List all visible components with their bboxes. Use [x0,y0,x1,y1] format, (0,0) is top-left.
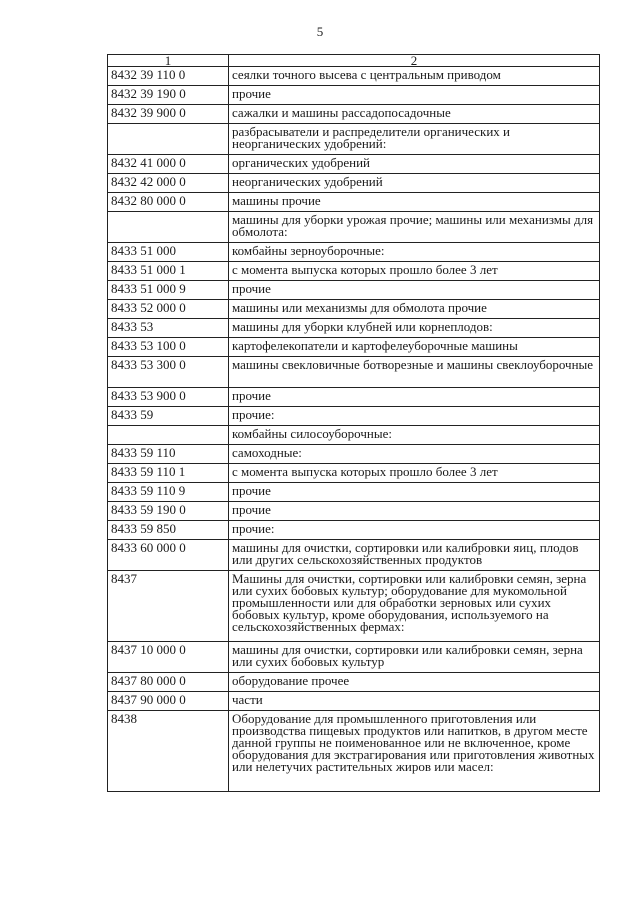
table-row [108,426,600,445]
column-header-description: 2 [229,55,600,67]
description-cell: машины для уборки урожая прочие; машины или механизмы для обмолота: [229,212,600,243]
table-row [108,86,600,105]
code-cell: 8433 59 110 1 [108,464,229,483]
table-row [108,483,600,502]
description-cell: неорганических удобрений [229,174,600,193]
table-row [108,319,600,338]
table-row [108,502,600,521]
code-cell [108,212,229,243]
table-row [108,540,600,571]
table-row [108,174,600,193]
description-cell: прочие [229,502,600,521]
table-row [108,243,600,262]
table-row [108,407,600,426]
code-cell: 8433 51 000 1 [108,262,229,281]
code-cell: 8433 60 000 0 [108,540,229,571]
table-row [108,338,600,357]
description-cell: сажалки и машины рассадопосадочные [229,105,600,124]
column-header-code: 1 [108,55,229,67]
description-cell: прочие [229,388,600,407]
code-cell: 8433 53 100 0 [108,338,229,357]
table-row [108,357,600,388]
code-cell: 8433 59 [108,407,229,426]
description-cell: машины для очистки, сортировки или калибровки семян, зерна или сухих бобовых культур [229,642,600,673]
code-cell: 8433 59 850 [108,521,229,540]
code-cell: 8437 10 000 0 [108,642,229,673]
description-cell: машины свекловичные ботворезные и машины свеклоуборочные [229,357,600,388]
table-row [108,155,600,174]
table-row [108,212,600,243]
description-cell: Машины для очистки, сортировки или калибровки семян, зерна или сухих бобовых культур; оборудование для мукомольной промышленности или для обработки зерновых или сухих бобовых культур, кроме оборудования, используемого на сельскохозяйственных фермах: [229,571,600,642]
description-cell: органических удобрений [229,155,600,174]
code-cell: 8437 90 000 0 [108,692,229,711]
code-cell: 8433 59 110 [108,445,229,464]
code-cell: 8433 51 000 [108,243,229,262]
table-row [108,673,600,692]
code-cell: 8433 51 000 9 [108,281,229,300]
table-row [108,300,600,319]
code-cell: 8432 39 900 0 [108,105,229,124]
description-cell: с момента выпуска которых прошло более 3 лет [229,464,600,483]
description-cell: части [229,692,600,711]
page-number: 5 [316,24,324,39]
code-cell: 8433 53 [108,319,229,338]
table-header-row [108,55,600,67]
code-cell: 8437 80 000 0 [108,673,229,692]
description-cell: машины прочие [229,193,600,212]
table-row [108,692,600,711]
description-cell: машины для уборки клубней или корнеплодов: [229,319,600,338]
code-cell: 8433 59 110 9 [108,483,229,502]
description-cell: оборудование прочее [229,673,600,692]
code-cell: 8437 [108,571,229,642]
table-row [108,388,600,407]
description-cell: прочие [229,281,600,300]
code-cell: 8433 53 300 0 [108,357,229,388]
code-cell [108,124,229,155]
code-cell: 8432 39 110 0 [108,67,229,86]
table-row [108,124,600,155]
description-cell: прочие: [229,521,600,540]
description-cell: с момента выпуска которых прошло более 3 лет [229,262,600,281]
description-cell: комбайны силосоуборочные: [229,426,600,445]
code-cell [108,426,229,445]
description-cell: комбайны зерноуборочные: [229,243,600,262]
description-cell: сеялки точного высева с центральным приводом [229,67,600,86]
code-cell: 8432 39 190 0 [108,86,229,105]
description-cell: разбрасыватели и распределители органических и неорганических удобрений: [229,124,600,155]
table-row [108,571,600,642]
description-cell: картофелекопатели и картофелеуборочные машины [229,338,600,357]
table-row [108,464,600,483]
code-cell: 8432 42 000 0 [108,174,229,193]
table-row [108,67,600,86]
code-cell: 8433 53 900 0 [108,388,229,407]
description-cell: самоходные: [229,445,600,464]
table-row [108,711,600,792]
table-row [108,521,600,540]
code-cell: 8433 59 190 0 [108,502,229,521]
code-cell: 8438 [108,711,229,792]
description-cell: машины или механизмы для обмолота прочие [229,300,600,319]
table-row [108,193,600,212]
table-row [108,642,600,673]
code-cell: 8432 80 000 0 [108,193,229,212]
description-cell: прочие [229,483,600,502]
description-cell: прочие: [229,407,600,426]
table-row [108,105,600,124]
code-cell: 8432 41 000 0 [108,155,229,174]
table-row [108,445,600,464]
tariff-code-table [107,54,600,792]
description-cell: прочие [229,86,600,105]
description-cell: Оборудование для промышленного приготовления или производства пищевых продуктов или напитков, в другом месте данной группы не поименованное или не включенное, кроме оборудования для экстрагирования или приготовления животных или нелетучих растительных жиров или масел: [229,711,600,792]
table-row [108,281,600,300]
description-cell: машины для очистки, сортировки или калибровки яиц, плодов или других сельскохозяйственных продуктов [229,540,600,571]
code-cell: 8433 52 000 0 [108,300,229,319]
table-row [108,262,600,281]
